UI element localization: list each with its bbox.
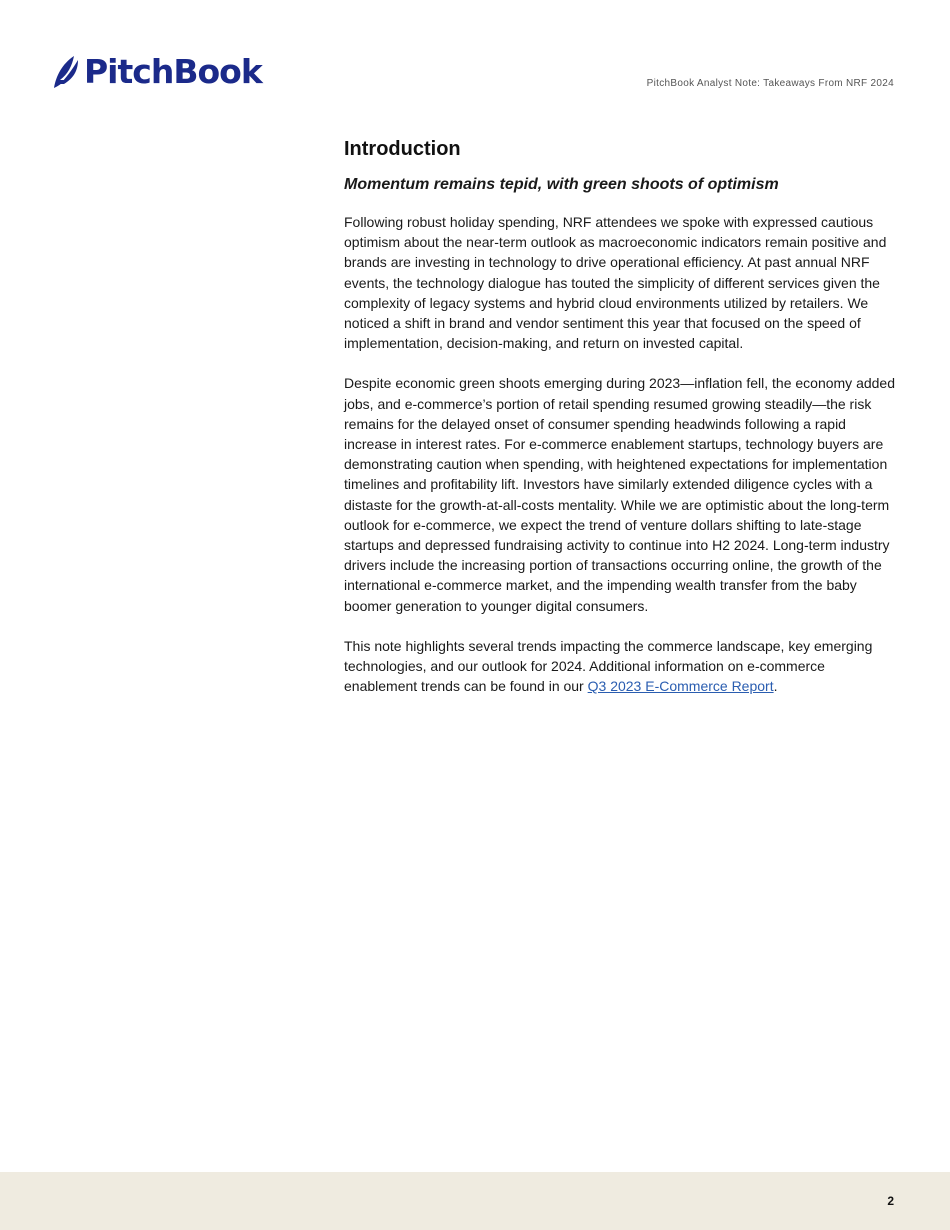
paragraph-3 [344,636,896,697]
ecommerce-report-link[interactable]: Q3 2023 E-Commerce Report [587,678,774,695]
main-content [344,136,896,696]
footer-band [0,1172,950,1230]
paragraph-3-text: This note highlights several trends impacting the commerce landscape, key emerging technologies, and our outlook for 2024. Additional information on e-commerce enablement trends can be found in our [344,637,873,695]
logo-wordmark: PitchBook [84,52,262,91]
section-title: Introduction [344,138,461,160]
section-subtitle: Momentum remains tepid, with green shoots of optimism [344,176,779,193]
paragraph-3-end: . [773,678,778,695]
pitchbook-feather-icon [50,54,80,90]
page-number: 2 [887,1194,894,1208]
running-header: PitchBook Analyst Note: Takeaways From NRF 2024 [646,78,894,89]
pitchbook-logo [50,52,262,92]
paragraph-2: Despite economic green shoots emerging during 2023—inflation fell, the economy added jobs, and e-commerce’s portion of retail spending resumed growing steadily—the risk remains for the delayed onset of consumer spending headwinds following a rapid increase in interest rates. For e-commerce enablement startups, technology buyers are demonstrating caution when spending, with heightened expectations for implementation timelines and profitability lift. Investors have similarly extended diligence cycles with a distaste for the growth-at-all-costs mentality. While we are optimistic about the long-term outlook for e-commerce, we expect the trend of venture dollars shifting to late-stage startups and depressed fundraising activity to continue into H2 2024. Long-term industry drivers include the increasing portion of transactions occurring online, the growth of the international e-commerce market, and the impending wealth transfer from the baby boomer generation to younger digital consumers. [344,375,896,614]
paragraph-1: Following robust holiday spending, NRF attendees we spoke with expressed cautious optimism about the near-term outlook as macroeconomic indicators remain positive and brands are investing in technology to drive operational efficiency. At past annual NRF events, the technology dialogue has touted the simplicity of different services given the complexity of legacy systems and hybrid cloud environments utilized by retailers. We noticed a shift in brand and vendor sentiment this year that focused on the speed of implementation, decision-making, and return on invested capital. [344,214,887,352]
